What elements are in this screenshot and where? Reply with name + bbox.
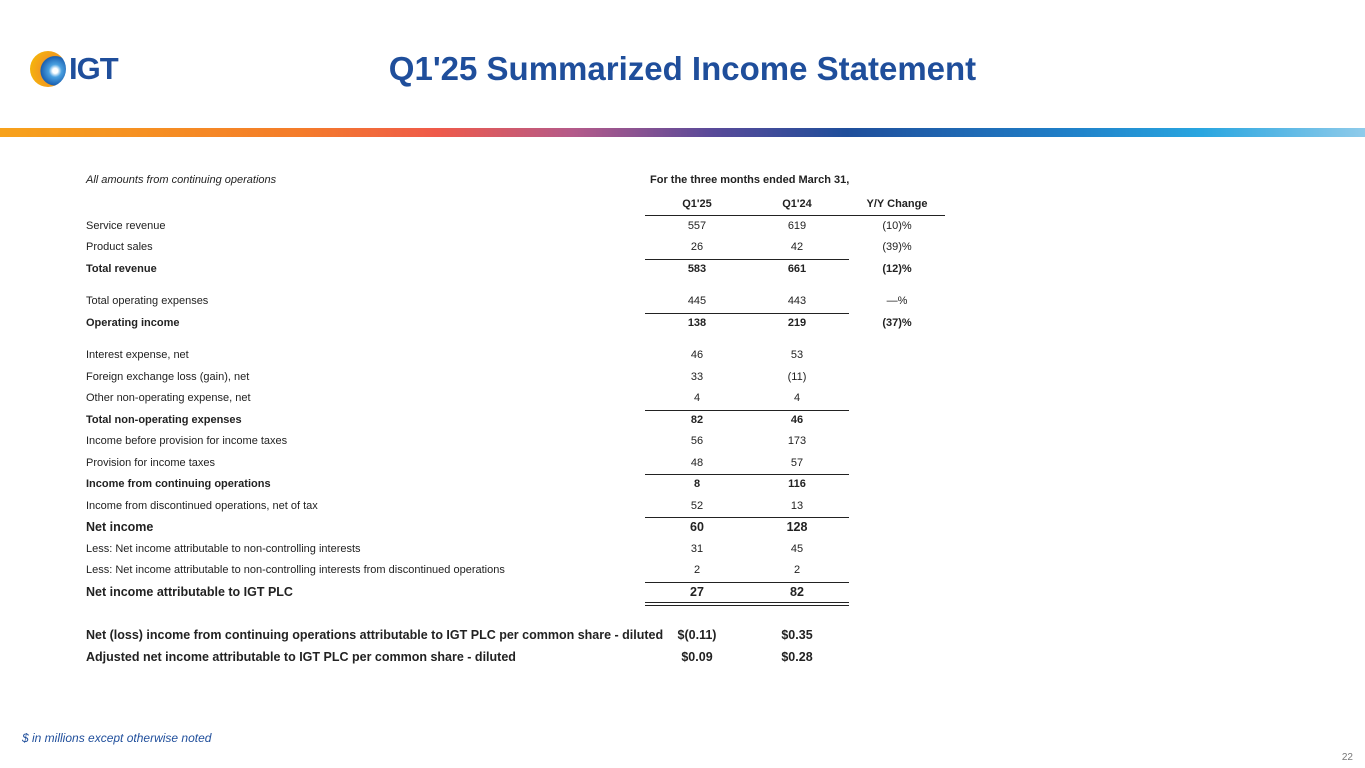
- col-header-yoy: Y/Y Change: [866, 198, 928, 210]
- row-label: Service revenue: [86, 219, 166, 232]
- table-row: [86, 388, 956, 410]
- value-q125: 52: [690, 499, 704, 512]
- value-q124: 173: [787, 435, 807, 447]
- footnote: $ in millions except otherwise noted: [22, 731, 212, 745]
- table-row: [86, 474, 956, 496]
- row-spacer: [86, 603, 956, 614]
- row-label: Foreign exchange loss (gain), net: [86, 370, 250, 383]
- row-label: Interest expense, net: [86, 349, 189, 361]
- table-row: [86, 216, 956, 238]
- table-row: [86, 313, 956, 335]
- value-q124: 4: [793, 392, 801, 404]
- table-row: [86, 453, 956, 475]
- row-label: Income from discontinued operations, net of tax: [86, 499, 318, 512]
- value-q124: 128: [786, 520, 808, 534]
- value-yoy: —%: [886, 295, 908, 307]
- value-q125: 26: [690, 241, 704, 253]
- page-title: Q1'25 Summarized Income Statement: [388, 50, 977, 87]
- table-row: [86, 496, 956, 518]
- value-q124: 57: [790, 456, 804, 469]
- value-q125: 46: [690, 349, 704, 361]
- col-header-q124: Q1'24: [782, 198, 812, 210]
- row-label: Total operating expenses: [86, 295, 209, 307]
- eps-q125: $(0.11): [677, 628, 717, 642]
- value-q125: 8: [693, 478, 701, 490]
- row-spacer: [86, 614, 956, 625]
- value-yoy: (39)%: [882, 241, 912, 253]
- col-header-q125: Q1'25: [682, 198, 712, 210]
- row-label: Operating income: [86, 316, 180, 329]
- table-row: [86, 539, 956, 561]
- value-q124: 661: [787, 262, 807, 275]
- table-row: [86, 431, 956, 453]
- eps-q124: $0.28: [781, 650, 813, 664]
- value-q124: 42: [790, 241, 804, 253]
- row-label: Total non-operating expenses: [86, 413, 242, 426]
- table-row: [86, 291, 956, 313]
- row-label: Less: Net income attributable to non-controlling interests: [86, 542, 361, 555]
- table-row: [86, 367, 956, 389]
- table-note: All amounts from continuing operations: [86, 174, 277, 186]
- period-header: For the three months ended March 31,: [650, 174, 850, 186]
- value-q124: 53: [790, 349, 804, 361]
- value-q125: 48: [690, 456, 704, 469]
- row-spacer: [86, 334, 956, 345]
- value-q125: 82: [690, 413, 704, 426]
- value-q124: 443: [787, 295, 807, 307]
- value-q125: 445: [687, 295, 707, 307]
- page-number: 22: [1341, 752, 1353, 763]
- table-row: [86, 560, 956, 582]
- row-label: Provision for income taxes: [86, 456, 215, 469]
- column-header-row: [86, 194, 956, 216]
- value-q125: 2: [693, 564, 701, 576]
- eps-row: [86, 625, 956, 647]
- value-q125: 27: [690, 584, 704, 599]
- value-q125: 557: [687, 219, 707, 232]
- value-q124: 13: [790, 499, 804, 512]
- value-yoy: (10)%: [882, 219, 912, 232]
- row-spacer: [86, 280, 956, 291]
- value-q124: 619: [787, 219, 807, 232]
- table-row: [86, 259, 956, 281]
- value-yoy: (37)%: [882, 316, 912, 329]
- value-q124: 116: [788, 478, 806, 490]
- table-row: [86, 410, 956, 432]
- row-label: Other non-operating expense, net: [86, 392, 251, 404]
- table-row: [86, 237, 956, 259]
- value-q124: 219: [787, 316, 807, 329]
- value-q125: 583: [687, 262, 707, 275]
- eps-row: [86, 647, 956, 669]
- value-q125: 56: [690, 435, 704, 447]
- row-label: Product sales: [86, 241, 153, 253]
- logo-text: IGT: [69, 51, 118, 86]
- value-q125: 4: [693, 392, 701, 404]
- value-q124: 46: [790, 413, 804, 426]
- row-label: Total revenue: [86, 262, 157, 275]
- value-q124: 2: [793, 564, 801, 576]
- table-row: [86, 582, 956, 604]
- row-label: Net income attributable to IGT PLC: [86, 584, 293, 599]
- row-label: Income before provision for income taxes: [86, 435, 288, 447]
- value-q125: 138: [687, 316, 707, 329]
- income-statement-table: [86, 194, 956, 669]
- gradient-divider: [0, 128, 1365, 137]
- value-q124: (11): [787, 370, 807, 383]
- eps-label: Adjusted net income attributable to IGT PLC per common share - diluted: [86, 650, 516, 664]
- eps-q124: $0.35: [781, 628, 813, 642]
- row-label: Less: Net income attributable to non-controlling interests from discontinued operations: [86, 564, 505, 576]
- value-q124: 82: [790, 584, 804, 599]
- eps-label: Net (loss) income from continuing operations attributable to IGT PLC per common share - diluted: [86, 628, 664, 642]
- value-q125: 33: [690, 370, 704, 383]
- value-q125: 60: [690, 520, 704, 534]
- value-yoy: (12)%: [882, 262, 912, 275]
- row-label: Net income: [86, 520, 154, 534]
- value-q125: 31: [690, 542, 704, 555]
- row-label: Income from continuing operations: [86, 478, 271, 490]
- table-row: [86, 517, 956, 539]
- value-q124: 45: [790, 542, 804, 555]
- table-row: [86, 345, 956, 367]
- eps-q125: $0.09: [681, 650, 713, 664]
